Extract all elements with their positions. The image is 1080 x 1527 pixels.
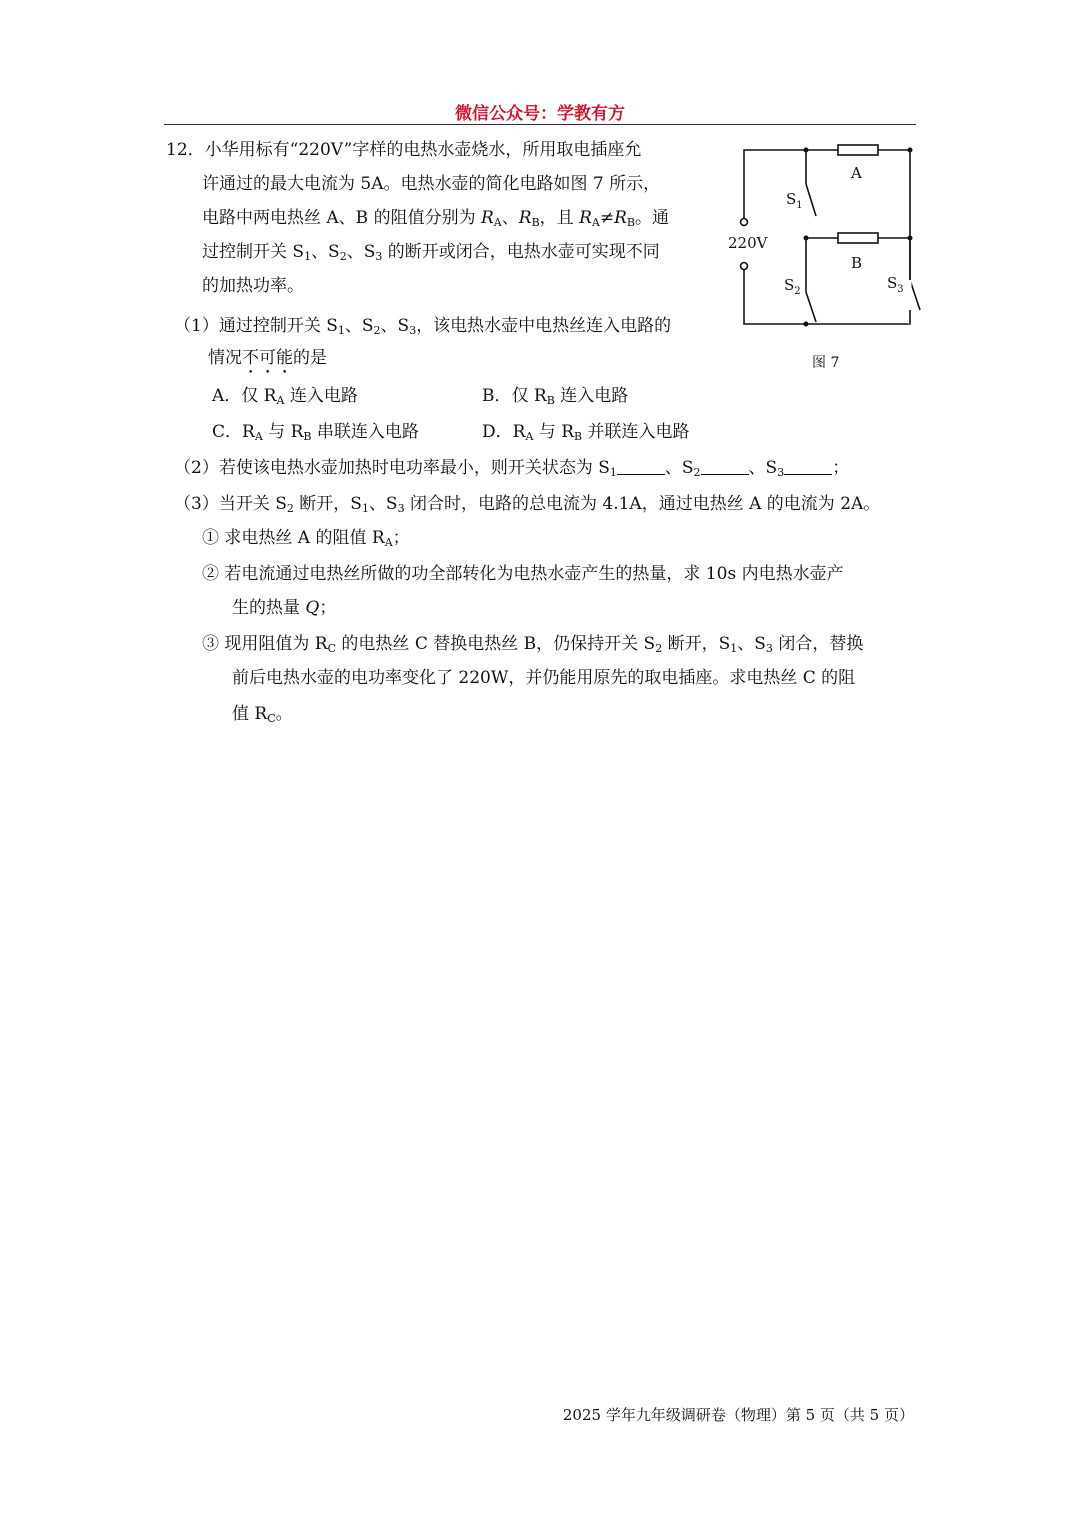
question-stem-line-5: 的加热功率。	[202, 276, 304, 296]
blank-s2[interactable]	[701, 458, 749, 475]
part2-line: （2）若使该电热水壶加热时电功率最小，则开关状态为 $S_1$ 、$S_2$ 、$S_3$ ；	[174, 458, 850, 479]
resistor-a-label: A	[851, 164, 862, 182]
part3-q3-line-2: 前后电热水壶的电功率变化了 220W，并仍能用原先的取电插座。求电热丝 C 的阻	[232, 668, 856, 688]
blank-s1[interactable]	[617, 458, 665, 475]
part3-q3-line-1: ③ 现用阻值为 $R_C$ 的电热丝 C 替换电热丝 B，仍保持开关 $S_2$ 断开，$S_1$、$S_3$ 闭合，替换	[202, 634, 864, 655]
part1-line-2: 情况不可能的是	[208, 348, 327, 368]
switch-s1-label: $S_1$	[786, 190, 803, 211]
part3-q2-line-2: 生的热量 Q；	[232, 598, 337, 618]
switch-s2-label: $S_2$	[784, 276, 801, 297]
part3-intro: （3）当开关 $S_2$ 断开，$S_1$、$S_3$ 闭合时，电路的总电流为 4.1A，通过电热丝 A 的电流为 2A。	[174, 494, 881, 515]
figure-caption: 图 7	[812, 355, 840, 371]
question-stem-line-1: 12．小华用标有“220V”字样的电热水壶烧水，所用取电插座允	[166, 140, 642, 160]
page-footer: 2025 学年九年级调研卷（物理）第 5 页（共 5 页）	[562, 1406, 914, 1424]
voltage-label: 220V	[728, 234, 768, 252]
header-rule	[164, 124, 916, 125]
question-stem-line-2: 许通过的最大电流为 5A。电热水壶的简化电路如图 7 所示，	[202, 174, 661, 194]
question-stem-line-4: 过控制开关 $S_1$、$S_2$、$S_3$ 的断开或闭合，电热水壶可实现不同	[202, 242, 660, 263]
emphasis-not-possible: 不可能	[242, 348, 293, 368]
part3-q2-line-1: ② 若电流通过电热丝所做的功全部转化为电热水壶产生的热量，求 10s 内电热水壶产	[202, 564, 844, 584]
blank-s3[interactable]	[784, 458, 832, 475]
question-number: 12．	[166, 140, 205, 160]
part3-q3-line-3: 值 $R_C$。	[232, 704, 293, 725]
question-stem-line-3: 电路中两电热丝 A、B 的阻值分别为 $R_A$、$R_B$，且 $R_A\ne R_B$。通	[202, 208, 669, 229]
part1-line-1: （1）通过控制开关 $S_1$、$S_2$、$S_3$，该电热水壶中电热丝连入电路的	[174, 316, 672, 337]
option-a[interactable]: A．仅 $R_A$ 连入电路	[212, 386, 358, 407]
option-d[interactable]: D．$R_A$ 与 $R_B$ 并联连入电路	[482, 422, 690, 443]
option-c[interactable]: C．$R_A$ 与 $R_B$ 串联连入电路	[212, 422, 419, 443]
part3-q1: ① 求电热丝 A 的阻值 $R_A$；	[202, 528, 410, 549]
circuit-diagram	[728, 140, 922, 340]
page-header-watermark: 微信公众号：学教有方	[455, 104, 625, 124]
option-b[interactable]: B．仅 $R_B$ 连入电路	[482, 386, 629, 407]
switch-s3-label: $S_3$	[887, 274, 904, 295]
resistor-b-label: B	[851, 254, 863, 272]
